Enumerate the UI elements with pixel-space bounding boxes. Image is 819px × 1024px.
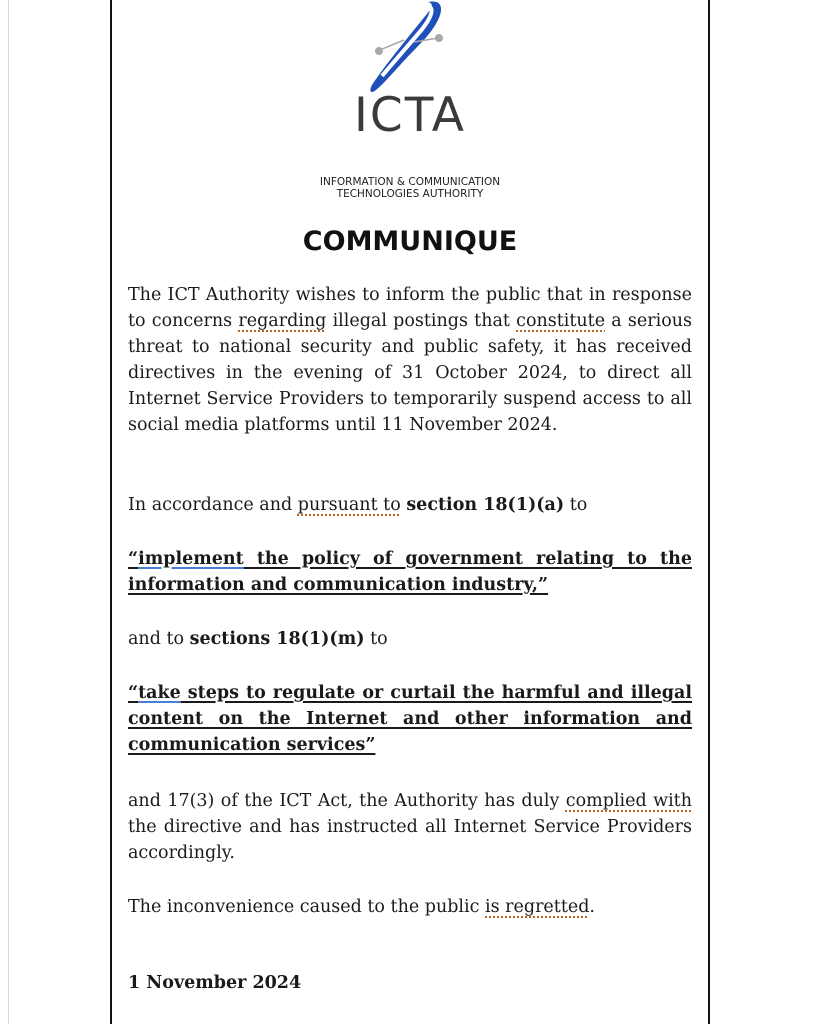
p5-text-c: . [589, 897, 595, 917]
page-title: COMMUNIQUE [302, 226, 518, 257]
icta-logo-icon [366, 0, 452, 96]
quote-1 [128, 546, 692, 598]
p1-text-b: regarding [238, 311, 327, 331]
communique-date: 1 November 2024 [128, 973, 302, 993]
p4-text-b: complied with [565, 791, 692, 811]
p1-text-d: constitute [516, 311, 606, 331]
paragraph-2 [128, 492, 692, 518]
q1-text-a: “ [128, 549, 139, 569]
communique-page [110, 0, 710, 1024]
paragraph-3 [128, 626, 692, 652]
quote-2 [128, 680, 692, 758]
paragraph-4 [128, 788, 692, 866]
p2-text-b: pursuant to [297, 495, 401, 515]
p4-text-a: and 17(3) of the ICT Act, the Authority has duly [128, 791, 566, 811]
logo-subtitle-line1: INFORMATION & COMMUNICATION [319, 176, 501, 188]
p3-text-a: and to [128, 629, 190, 649]
p1-text-c: illegal postings that [326, 311, 517, 331]
q2-text-b: take [138, 683, 181, 703]
p3-text-b: sections 18(1)(m) [189, 629, 365, 649]
p1-text-e: a serious threat to national security and public safety, it has received directives in the evening of 31 October 2024, to direct all Internet Service Providers to temporarily suspend access to all social media platforms until 11 November 2024. [128, 311, 693, 435]
logo-subtitle [112, 176, 708, 200]
q2-text-a: “ [128, 683, 139, 703]
p2-text-d: section 18(1)(a) [406, 495, 565, 515]
p2-text-e: to [564, 495, 588, 515]
p5-text-a: The inconvenience caused to the public [128, 897, 485, 917]
q1-text-b: implement [138, 549, 244, 569]
p1-text-a: The ICT Authority wishes to inform the public that in response to concerns [128, 285, 692, 331]
p4-text-c: the directive and has instructed all Internet Service Providers accordingly. [128, 817, 692, 863]
p3-text-c: to [364, 629, 388, 649]
page-edge-line [8, 0, 9, 1024]
paragraph-1 [128, 282, 692, 438]
paragraph-5 [128, 894, 692, 920]
p2-text-a: In accordance and [128, 495, 298, 515]
q1-text-c: the policy of government relating to the information and communication industry,” [128, 549, 692, 595]
logo-subtitle-line2: TECHNOLOGIES AUTHORITY [336, 188, 484, 200]
p5-text-b: is regretted [485, 897, 590, 917]
q2-text-c: steps to regulate or curtail the harmful and illegal content on the Internet and other information and communication services” [128, 683, 692, 755]
logo-wordmark: ICTA [354, 88, 466, 143]
